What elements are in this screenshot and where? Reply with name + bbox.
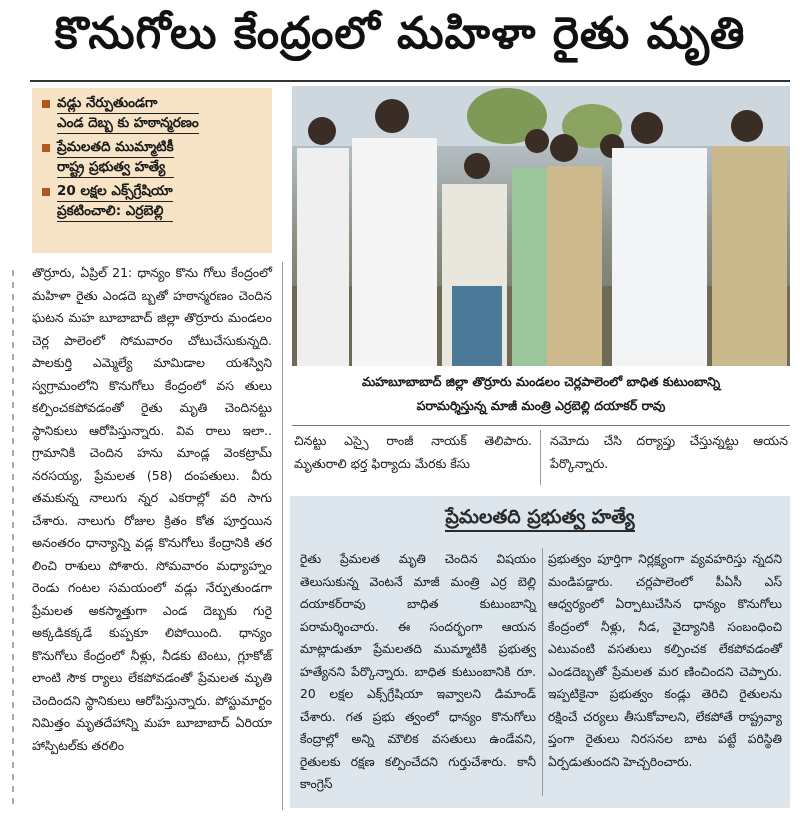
article-text: నమోదు చేసి దర్యాప్తు చేస్తున్నట్టు ఆయన పేర్కొన్నారు.: [550, 433, 788, 471]
sidebar-story-title: ప్రేమలతది ప్రభుత్వ హత్యే: [290, 506, 790, 533]
headline: కొనుగోలు కేంద్రంలో మహిళా రైతు మృతి: [54, 8, 746, 59]
highlight-line: రాష్ట్ర ప్రభుత్వ హత్యే: [57, 158, 174, 178]
highlight-line: వడ్లు నేర్పుతుండగా: [57, 94, 199, 114]
bullet-square-icon: [42, 144, 50, 152]
highlight-line: 20 లక్షల ఎక్స్‌గ్రేషియా: [57, 182, 173, 202]
highlight-line: ప్రకటించాలి: ఎర్రబెల్లి: [57, 202, 173, 222]
photo-caption: [296, 370, 786, 418]
bullet-square-icon: [42, 188, 50, 196]
highlight-line: ప్రేమలతది ముమ్మాటికీ: [57, 138, 174, 158]
article-column-right: [550, 430, 788, 475]
sidebar-text: రైతు ప్రేమలత మృతి చెందిన విషయం తెలుసుకున్న వెంటనే మాజీ మంత్రి ఎర్ర బెల్లి దయాకర్‌రావు బాధిత కుటుంబాన్ని పరామర్శించారు. ఈ సందర్భంగా ఆయన మాట్లాడుతూ ప్రేమలతది ముమ్మాటికి ప్రభుత్వ హత్యేనని పేర్కొన్నారు. బాధిత కుటుంబానికి రూ. 20 లక్షల ఎక్స్‌గ్రేషియా ఇవ్వాలని డిమాండ్ చేశారు. గత ప్రభు త్వంలో ధాన్యం కొనుగోలు కేంద్రాల్లో అన్ని మౌలిక వసతులు ఉండేవని, రైతులకు రక్షణ కల్పించేదని గుర్తుచేశారు. కానీ కాంగ్రెస్: [300, 552, 536, 791]
article-text: తొర్రూరు, ఏప్రిల్ 21: ధాన్యం కొను గోలు కేంద్రంలో మహిళా రైతు ఎండదె బ్బతో హఠాన్మరణం చెందిన ఘటన మహ బూబాబాద్ జిల్లా తొర్రూరు మండలం చెర్ల పాలెంలో సోమవారం చోటుచేసుకున్నది. పాలకుర్తి ఎమ్మెల్యే మామిడాల యశస్విని స్వగ్రామంలోని కొనుగోలు కేంద్రంలో వస తులు కల్పించకపోవడంతో రైతు మృతి చెందినట్టు స్థానికులు ఆరోపిస్తున్నారు. వివ రాలు ఇలా.. గ్రామానికి చెందిన హను మాండ్ల వెంకట్రామ్ నరసయ్య, ప్రేమలత (58) దంపతులు. వీరు తమకున్న నాలుగు న్నర ఎకరాల్లో వరి సాగు చేశారు. నాలుగు రోజుల క్రితం కోత పూర్తయిన అనంతరం ధాన్యాన్ని వడ్ల కొనుగోలు కేంద్రానికి తర లించి రాశులు పోశారు. సోమవారం మధ్యాహ్నం రెండు గంటల సమయంలో వడ్లు నేర్పుతుండగా ప్రేమలత అకస్మాత్తుగా ఎండ దెబ్బకు గురై అక్కడికక్కడే కుప్పకూ లిపోయింది. ధాన్యం కొనుగోలు కేంద్రంలో నీళ్లు, నీడకు టెంటు, గ్లూకోజ్ లాంటి సౌక ర్యాలు లేకపోవడంతో ప్రేమలత మృతి చెందిందని స్థానికులు ఆరోపిస్తున్నారు. పోస్టుమార్టం నిమిత్తం మృతదేహాన్ని మహ బూబాబాద్ ఏరియా హాస్పిటల్‌కు తరలిం: [32, 265, 272, 753]
headline-rule: [30, 80, 790, 82]
highlight-item: [42, 138, 264, 178]
bullet-square-icon: [42, 100, 50, 108]
article-text: చినట్టు ఎస్సై రాంజీ నాయక్ తెలిపారు. మృతురాలి భర్త ఫిర్యాదు మేరకు కేసు: [294, 433, 532, 471]
highlight-line: ఎండ దెబ్బ కు హఠాన్మరణం: [57, 114, 199, 134]
article-column-mid: [294, 430, 532, 475]
caption-line: పరామర్శిస్తున్న మాజీ మంత్రి ఎర్రబెల్లి దయాకర్ రావు: [416, 398, 666, 413]
caption-rule: [292, 425, 790, 426]
article-column-left: [32, 262, 272, 757]
page-edge-dots: [12, 270, 14, 810]
sidebar-column-2: [548, 548, 782, 773]
sidebar-story-box: [290, 496, 790, 808]
sidebar-column-1: [300, 548, 536, 796]
caption-line: మహబూబాబాద్ జిల్లా తొర్రూరు మండలం చెర్లపాలెంలో బాధిత కుటుంబాన్ని: [361, 374, 721, 389]
highlight-item: [42, 182, 264, 222]
news-photo: [292, 86, 790, 366]
column-divider: [542, 548, 543, 796]
highlights-box: [32, 88, 272, 253]
column-divider: [540, 430, 541, 485]
highlight-item: [42, 94, 264, 134]
sidebar-text: ప్రభుత్వం పూర్తిగా నిర్లక్ష్యంగా వ్యవహరిస్తు న్నదని మండిపడ్డారు. చర్లపాలెంలో పీఏసీ ఎస్ ఆధ్వర్యంలో ఏర్పాటుచేసిన ధాన్యం కొనుగోలు కేంద్రంలో నీళ్లు, నీడ, వైద్యానికి సంబంధించి ఎటువంటి వసతులు కల్పించక లేకపోవడంతో ఎండదెబ్బతో ప్రేమలత మర ణించిందని చెప్పారు. ఇప్పటికైనా ప్రభుత్వం కండ్లు తెరిచి రైతులను రక్షించే చర్యలు తీసుకోవాలని, లేకపోతే రాష్ట్రవ్యా ప్తంగా రైతులు నిరసనల బాట పట్టే పరిస్థితి ఏర్పడుతుందని హెచ్చరించారు.: [548, 552, 782, 769]
crowd-photo-illustration: [292, 86, 790, 366]
column-divider: [282, 262, 283, 810]
